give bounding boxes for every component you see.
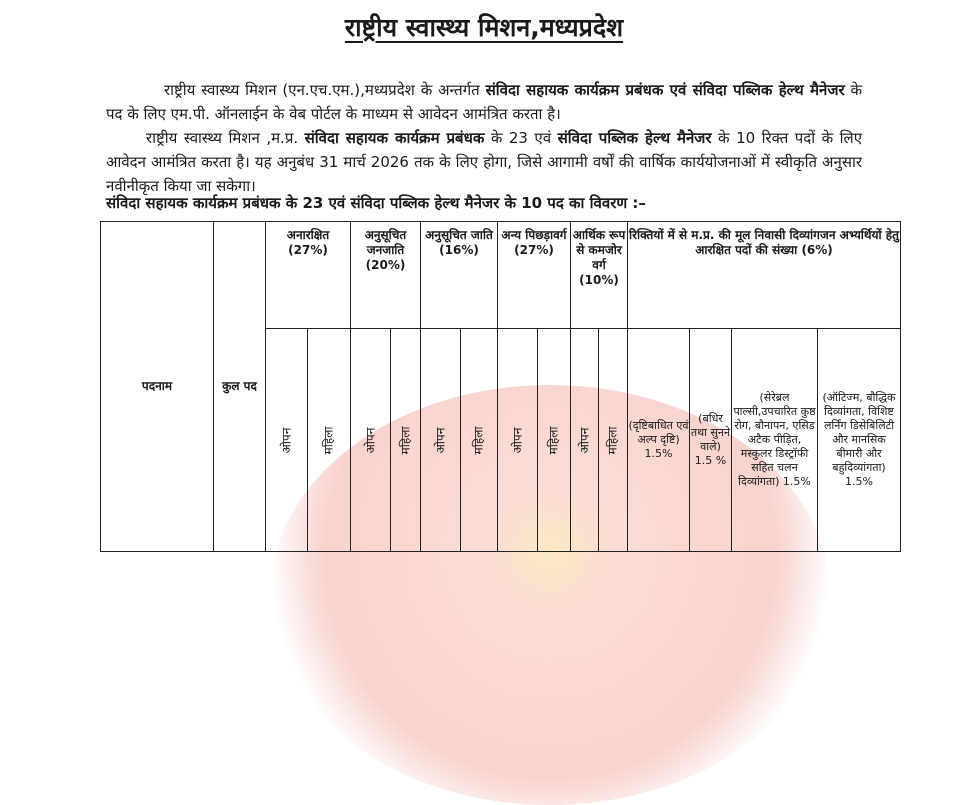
female-header: महिला <box>538 329 571 552</box>
open-header: ओपन <box>571 329 599 552</box>
open-header: ओपन <box>498 329 538 552</box>
page-title: राष्ट्रीय स्वास्थ्य मिशन,मध्यप्रदेश <box>344 13 624 42</box>
category-st: अनुसूचित जनजाति (20%) <box>351 222 421 329</box>
category-unreserved: अनारक्षित (27%) <box>266 222 351 329</box>
open-header: ओपन <box>421 329 461 552</box>
category-obc: अन्य पिछड़ावर्ग (27%) <box>498 222 571 329</box>
disability-hearing: (बधिर तथा सुनने वाले) 1.5 % <box>690 329 732 552</box>
disability-intellectual: (ऑटिज्म, बौद्धिक दिव्यांगता, विशिष्ट लर्निंग डिसेबिलिटी और मानसिक बीमारी और बहुदिव्यांगता) 1.5% <box>818 329 901 552</box>
intro-paragraph: राष्ट्रीय स्वास्थ्य मिशन (एन.एच.एम.),मध्यप्रदेश के अन्तर्गत संविदा सहायक कार्यक्रम प्रबंधक एवं संविदा पब्लिक हेल्थ मैनेजर के पद के लिए एम.पी. ऑनलाईन के वेब पोर्टल के माध्यम से आवेदन आमंत्रित करता है। <box>106 81 863 123</box>
vacancy-table <box>100 221 901 552</box>
female-header: महिला <box>599 329 628 552</box>
category-sc: अनुसूचित जाति (16%) <box>421 222 498 329</box>
female-header: महिला <box>391 329 421 552</box>
total-posts-header: कुल पद <box>214 222 266 552</box>
vacancy-paragraph: राष्ट्रीय स्वास्थ्य मिशन ,म.प्र. संविदा सहायक कार्यक्रम प्रबंधक के 23 एवं संविदा पब्लिक हेल्थ मैनेजर के 10 रिक्त पदों के लिए आवेदन आमंत्रित करता है। यह अनुबंध 31 मार्च 2026 तक के लिए होगा, जिसे आगामी वर्षों की वार्षिक कार्ययोजनाओं में स्वीकृति अनुसार नवीनीकृत किया जा सकेगा। <box>106 129 862 195</box>
disability-locomotor: (सेरेब्रल पाल्सी,उपचारित कुष्ठ रोग, बौनापन, एसिड अटैक पीड़ित, मस्कुलर डिस्ट्रॉफी सहित चलन दिव्यांगता) 1.5% <box>732 329 818 552</box>
open-header: ओपन <box>351 329 391 552</box>
disability-header: रिक्तियों में से म.प्र. की मूल निवासी दिव्यांगजन अभ्यर्थियों हेतु आरक्षित पदों की संख्या (6%) <box>628 222 901 329</box>
disability-visual: (दृष्टिबाधित एवं अल्प दृष्टि) 1.5% <box>628 329 690 552</box>
details-subheading: संविदा सहायक कार्यक्रम प्रबंधक के 23 एवं संविदा पब्लिक हेल्थ मैनेजर के 10 पद का विवरण :– <box>106 194 646 212</box>
category-ews: आर्थिक रूप से कमजोर वर्ग (10%) <box>571 222 628 329</box>
open-header: ओपन <box>266 329 308 552</box>
female-header: महिला <box>461 329 498 552</box>
post-name-header: पदनाम <box>101 222 214 552</box>
female-header: महिला <box>308 329 351 552</box>
